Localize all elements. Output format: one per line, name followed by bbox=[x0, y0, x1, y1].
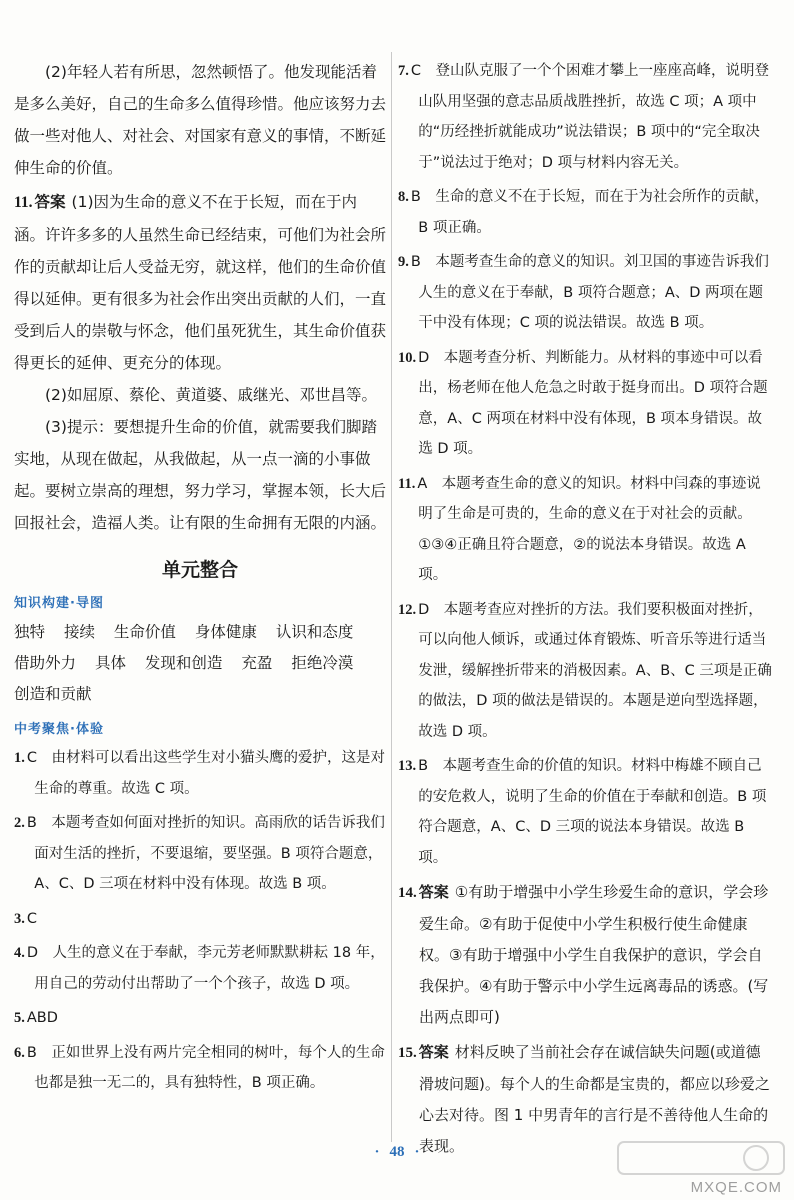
keyword: 接续 bbox=[63, 623, 95, 641]
keyword: 具体 bbox=[94, 654, 126, 672]
right-column bbox=[398, 56, 774, 1166]
subhead-exam-focus: 中考聚焦·体验 bbox=[14, 722, 104, 737]
answer-item bbox=[14, 743, 386, 804]
keyword: 生命价值 bbox=[113, 623, 176, 641]
section-title: 单元整合 bbox=[161, 559, 238, 581]
dot-icon: · bbox=[374, 1144, 380, 1160]
answer-item bbox=[398, 343, 774, 465]
answer-item bbox=[398, 56, 774, 178]
answer-text: ABD bbox=[26, 1010, 58, 1026]
answer-text: B 本题考查生命的意义的知识。刘卫国的事迹告诉我们人生的意义在于奉献，B 项符合题意；A、D 两项在题干中没有体现；C 项的说法错误。故选 B 项。 bbox=[410, 254, 769, 331]
keyword: 发现和创造 bbox=[144, 654, 223, 672]
answer-text: B 正如世界上没有两片完全相同的树叶，每个人的生命也都是独一无二的，具有独特性，B 项正确。 bbox=[26, 1044, 385, 1091]
answer-item bbox=[398, 595, 774, 748]
keyword: 认识和态度 bbox=[275, 623, 354, 641]
answer-label: 答案 bbox=[418, 883, 449, 901]
answer-text: B 生命的意义不在于长短，而在于为社会所作的贡献，B 项正确。 bbox=[410, 189, 769, 236]
keyword-row bbox=[14, 617, 386, 648]
answer-11-part3: (3)提示：要想提升生命的价值，就需要我们脚踏实地，从现在做起，从我做起，从一点一滴的小事做起。要树立崇高的理想，努力学习，掌握本领，长大后回报社会，造福人类。让有限的生命拥有无限的内涵。 bbox=[14, 418, 387, 532]
keyword: 创造和贡献 bbox=[14, 685, 92, 703]
subhead-knowledge-map: 知识构建·导图 bbox=[14, 596, 104, 611]
question-number: 12. bbox=[398, 601, 417, 618]
answer-text: B 本题考查如何面对挫折的知识。高雨欣的话告诉我们面对生活的挫折，不要退缩，要坚强。B 项符合题意，A、C、D 三项在材料中没有体现。故选 B 项。 bbox=[26, 815, 385, 892]
keyword: 借助外力 bbox=[14, 654, 77, 672]
question-number: 11. bbox=[14, 194, 33, 211]
keyword: 充盈 bbox=[241, 654, 273, 672]
question-number: 15. bbox=[398, 1045, 417, 1061]
answer-text: C bbox=[26, 910, 37, 927]
left-column bbox=[14, 56, 386, 1103]
answer-10-part2: (2)年轻人若有所思，忽然顿悟了。他发现能活着是多么美好，自己的生命多么值得珍惜。他应该努力去做一些对他人、对社会、对国家有意义的事情，不断延伸生命的价值。 bbox=[14, 63, 387, 177]
answer-11-part2: (2)如屈原、蔡伦、黄道婆、戚继光、邓世昌等。 bbox=[45, 386, 377, 404]
question-number: 9. bbox=[398, 254, 409, 270]
keyword: 拒绝冷漠 bbox=[291, 654, 354, 672]
keyword-row bbox=[14, 679, 386, 710]
answer-text: C 由材料可以看出这些学生对小猫头鹰的爱护，这是对生命的尊重。故选 C 项。 bbox=[26, 750, 385, 797]
question-number: 1. bbox=[14, 750, 25, 766]
answer-14 bbox=[398, 877, 774, 1033]
answer-item bbox=[14, 808, 386, 900]
question-number: 5. bbox=[14, 1010, 25, 1026]
answer-item bbox=[14, 1038, 386, 1099]
answer-item bbox=[398, 182, 774, 243]
question-number: 14. bbox=[398, 885, 417, 901]
answer-item bbox=[398, 247, 774, 339]
answer-item bbox=[14, 904, 386, 935]
question-number: 4. bbox=[14, 945, 25, 961]
keyword-row bbox=[14, 648, 386, 679]
answer-text: (1)因为生命的意义不在于长短，而在于内涵。许许多多的人虽然生命已经结束，可他们为社会所作的贡献却让后人受益无穷，就这样，他们的生命价值得以延伸。更有很多为社会作出突出贡献的人们，一直受到后人的崇敬与怀念，他们虽死犹生，其生命价值获得更长的延伸、更充分的体现。 bbox=[14, 193, 387, 372]
keyword: 独特 bbox=[14, 623, 46, 641]
answer-text: B 本题考查生命的价值的知识。材料中梅雄不顾自己的安危救人，说明了生命的价值在于奉献和创造。B 项符合题意，A、C、D 三项的说法本身错误。故选 B 项。 bbox=[418, 758, 767, 866]
answer-item bbox=[398, 751, 774, 873]
answer-11 bbox=[14, 186, 386, 379]
answer-text: D 本题考查分析、判断能力。从材料的事迹中可以看出，杨老师在他人危急之时敢于挺身而出。D 项符合题意，A、C 两项在材料中没有体现，B 项本身错误。故选 D 项。 bbox=[418, 349, 768, 457]
dot-icon: · bbox=[414, 1144, 420, 1160]
answer-text: D 人生的意义在于奉献，李元芳老师默默耕耘 18 年，用自己的劳动付出帮助了一个个孩子，故选 D 项。 bbox=[26, 945, 385, 992]
answer-label: 答案 bbox=[418, 1043, 449, 1061]
answer-label: 答案 bbox=[34, 193, 66, 211]
keyword: 身体健康 bbox=[194, 623, 257, 641]
answer-item bbox=[14, 1003, 386, 1034]
answer-text: ①有助于增强中小学生珍爱生命的意识，学会珍爱生命。②有助于促使中小学生积极行使生命健康权。③有助于增强中小学生自我保护的意识，学会自我保护。④有助于警示中小学生远离毒品的诱惑。(写出两点即可) bbox=[419, 883, 769, 1026]
column-divider bbox=[391, 52, 392, 1142]
question-number: 2. bbox=[14, 815, 25, 831]
answer-item bbox=[14, 938, 386, 999]
answer-text: C 登山队克服了一个个困难才攀上一座座高峰，说明登山队用坚强的意志品质战胜挫折，故选 C 项；A 项中的“历经挫折就能成功”说法错误；B 项中的“完全取决于”说法过于绝对；D 项与材料内容无关。 bbox=[410, 63, 769, 171]
answer-text: 材料反映了当前社会存在诚信缺失问题(或道德滑坡问题)。每个人的生命都是宝贵的，都应以珍爱之心去对待。图 1 中男青年的言行是不善待他人生命的表现。 bbox=[419, 1043, 770, 1155]
question-number: 13. bbox=[398, 758, 417, 774]
watermark-text: MXQE.COM bbox=[690, 1179, 782, 1196]
question-number: 10. bbox=[398, 349, 417, 366]
question-number: 8. bbox=[398, 189, 409, 205]
answer-text: A 本题考查生命的意义的知识。材料中闫森的事迹说明了生命是可贵的，生命的意义在于对社会的贡献。①③④正确且符合题意，②的说法本身错误。故选 A 项。 bbox=[417, 475, 761, 583]
question-number: 3. bbox=[14, 910, 25, 927]
question-number: 6. bbox=[14, 1044, 25, 1061]
answer-item bbox=[398, 469, 774, 591]
question-number: 11. bbox=[398, 475, 416, 492]
page-number-value: 48 bbox=[389, 1144, 405, 1160]
answer-text: D 本题考查应对挫折的方法。我们要积极面对挫折，可以向他人倾诉，或通过体育锻炼、听音乐等进行适当发泄，缓解挫折带来的消极因素。A、B、C 三项是正确的做法，D 项的做法是错误的。本题是逆向型选择题，故选 D 项。 bbox=[418, 601, 772, 740]
question-number: 7. bbox=[398, 63, 409, 79]
